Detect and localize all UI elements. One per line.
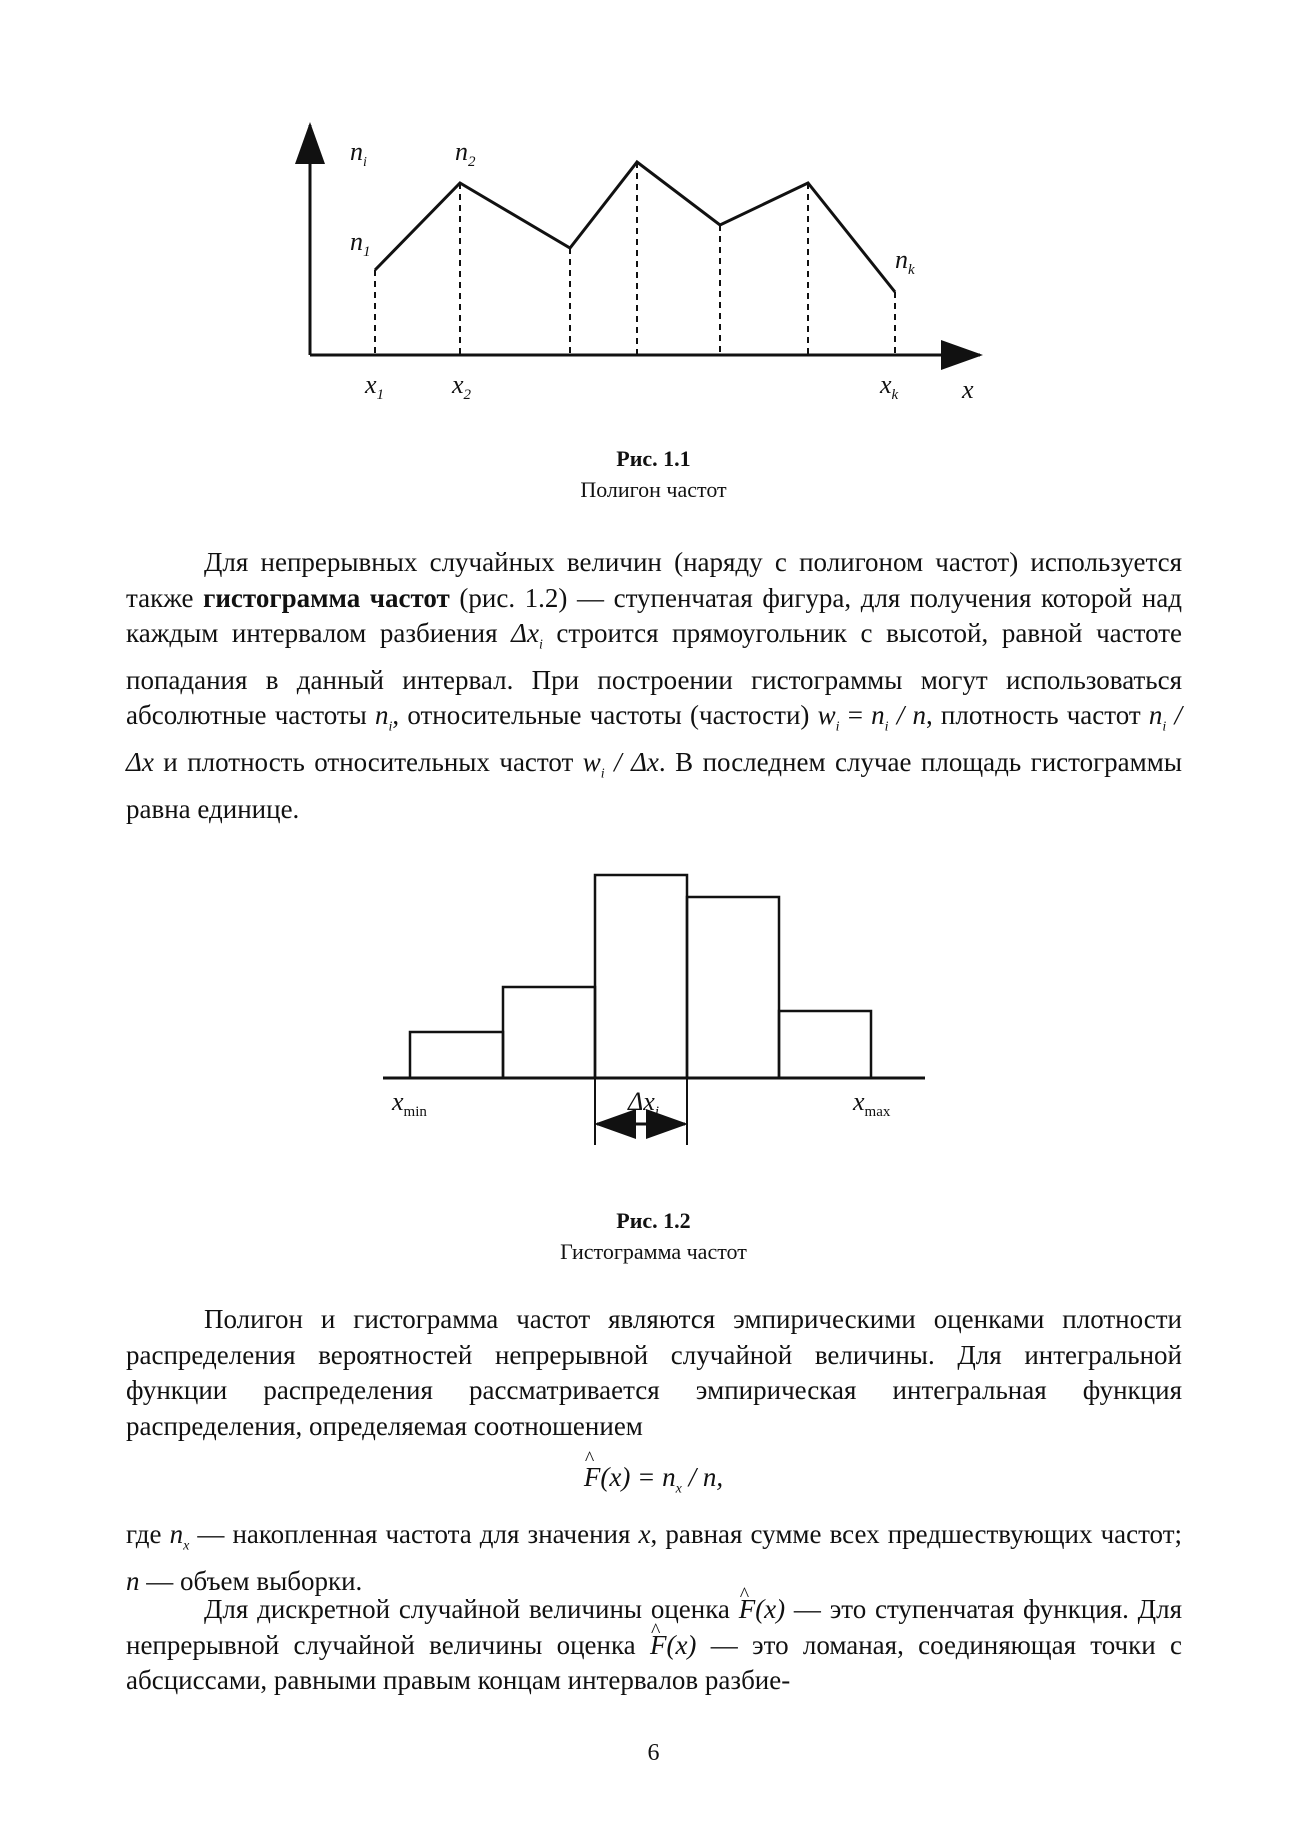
label-ni: $n_i$ [350,137,367,170]
figure1-caption-number: Рис. 1.1 [616,446,691,471]
label-x-axis: x [962,375,974,404]
histogram-bar-1 [410,1032,503,1078]
paragraph-nx-definition: где $n_x$ — накопленная частота для значения x, равная сумме всех предшествующих частот; n — объем выборки. [126,1519,1183,1596]
figure1-caption-title: Полигон частот [580,477,727,502]
figure2-caption-title: Гистограмма частот [560,1239,747,1264]
label-xmin: $x_{min}$ [392,1087,427,1120]
histogram-bar-4 [687,897,779,1078]
page-number: 6 [647,1740,660,1766]
label-x1: $x_1$ [365,370,385,403]
label-n2: $n_2$ [455,137,476,170]
histogram-bar-3 [595,875,687,1078]
label-nk: $n_k$ [895,245,915,278]
figure2-caption-number: Рис. 1.2 [616,1208,691,1233]
paragraph-step-function: Для дискретной случайной величины оценка ^ F(x) — это ступенчатая функция. Для непрерывной случайной величины оценка ^ F(x) — это ломаная, соединяющая точки с абсциссами, равными правым концам интервалов разбие- [126,1592,1182,1699]
formula-empirical-cdf: ^ $F(x) = n_x / n$, [0,1462,1307,1497]
label-xmax: $x_{max}$ [853,1087,891,1120]
label-n1: $n_1$ [350,227,371,260]
label-xk: $x_k$ [880,370,899,403]
label-x2: $x_2$ [452,370,472,403]
polygon-line [375,162,895,292]
histogram-bar-2 [503,987,595,1078]
label-dx: $\Delta x_i$ [628,1087,659,1120]
paragraph-histogram-definition: Для непрерывных случайных величин (наряду с полигоном частот) используется также гистограмма частот (рис. 1.2) — ступенчатая фигура, для получения которой над каждым интервалом разбиения $\Delta x_i$ строится прямоугольник с высотой, равной частоте попадания в данный интервал. При построении гистограммы могут использоваться абсолютные частоты $n_i$, относительные частоты (частости) $w_i = n_i / n$, плотность частот $n_i$ / Δx и плотность относительных частот $w_i$ / Δx. В последнем случае площадь гистограммы равна единице. [126,547,1183,825]
paragraph-empirical-estimates: Полигон и гистограмма частот являются эмпирическими оценками плотности распределения вероятностей непрерывной случайной величины. Для интегральной функции распределения рассматривается эмпирическая интегральная функция распределения, определяемая соотношением [126,1304,1182,1441]
histogram-bar-5 [779,1011,871,1078]
